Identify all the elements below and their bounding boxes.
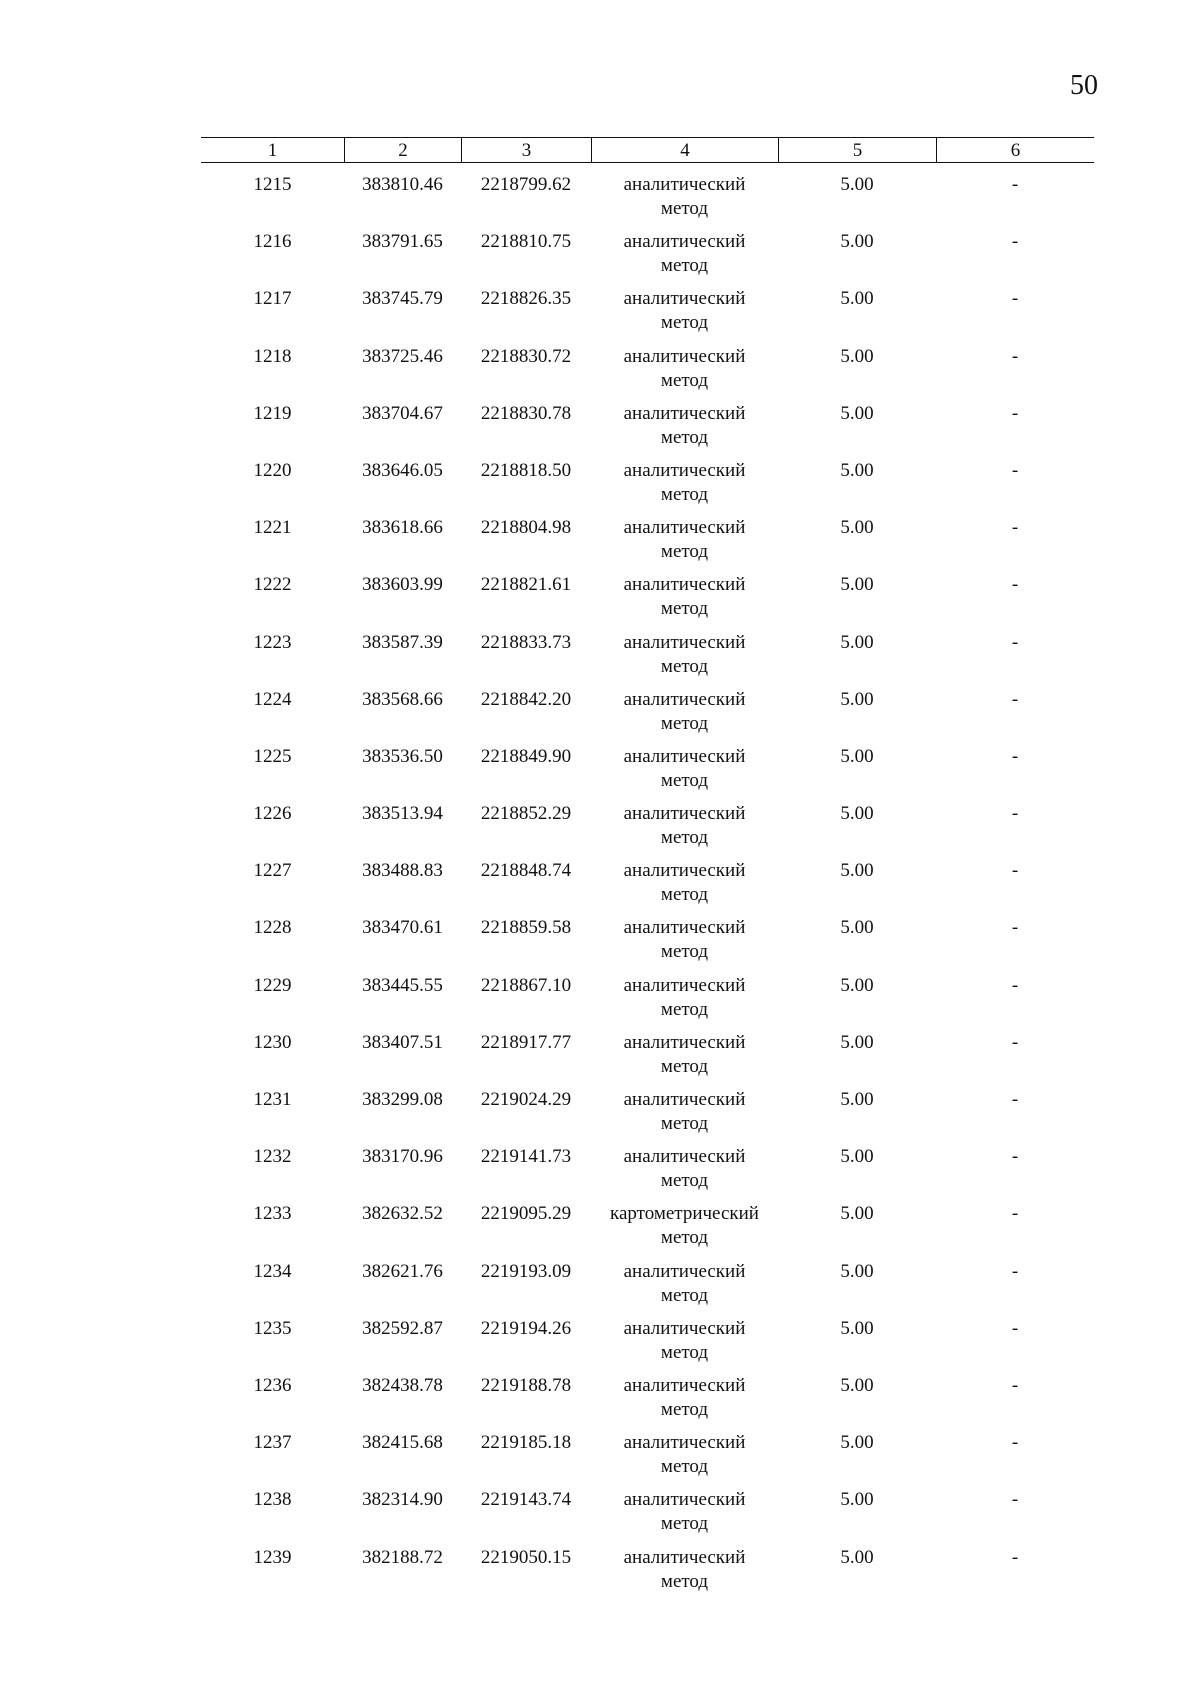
accuracy-value: 5.00: [840, 1089, 874, 1110]
accuracy-value: 5.00: [840, 288, 874, 310]
point-number: 1217: [253, 288, 292, 310]
method-line-1: аналитический: [623, 1260, 746, 1282]
table-row: [201, 916, 1094, 973]
method-line-1: картометрический: [610, 1203, 759, 1225]
point-number: 1225: [253, 745, 292, 767]
coordinate-x: 382314.90: [362, 1489, 443, 1511]
table-row: [201, 688, 1094, 745]
point-number: 1223: [253, 631, 292, 653]
point-number: 1222: [253, 574, 292, 596]
method-line-2: метод: [660, 198, 709, 219]
method-line-2: метод: [660, 1398, 709, 1420]
table-row: [201, 1546, 1094, 1603]
point-number: 1221: [253, 517, 292, 539]
table-row: [201, 402, 1094, 459]
note: -: [1011, 231, 1019, 253]
note: -: [1011, 974, 1019, 996]
point-number: 1234: [253, 1260, 292, 1282]
coordinate-y: 2219188.78: [480, 1374, 572, 1396]
note: -: [1011, 1374, 1019, 1396]
accuracy-value: 5.00: [840, 459, 874, 481]
method-line-1: аналитический: [623, 860, 746, 882]
coordinate-x: 383646.05: [362, 459, 443, 481]
method-line-2: метод: [660, 769, 709, 791]
coordinate-x: 383170.96: [362, 1146, 443, 1168]
accuracy-value: 5.00: [840, 1031, 874, 1053]
coordinate-y: 2219141.73: [480, 1146, 572, 1168]
table-row: [201, 230, 1094, 287]
coordinate-y: 2218830.78: [480, 402, 572, 424]
accuracy-value: 5.00: [840, 688, 874, 710]
coordinate-y: 2218826.35: [480, 288, 572, 310]
method-line-1: аналитический: [623, 745, 746, 767]
method-line-1: аналитический: [623, 1089, 746, 1110]
note: -: [1011, 1317, 1019, 1339]
point-number: 1229: [253, 974, 292, 996]
coordinate-y: 2218848.74: [480, 860, 572, 882]
method-line-2: метод: [660, 541, 709, 563]
note: -: [1011, 1031, 1019, 1053]
accuracy-value: 5.00: [840, 860, 874, 882]
table-row: [201, 802, 1094, 859]
method-line-1: аналитический: [623, 288, 746, 310]
note: -: [1011, 745, 1019, 767]
determination-method: [591, 516, 778, 573]
table-row: [201, 974, 1094, 1031]
method-line-2: метод: [660, 884, 709, 906]
method-line-2: метод: [660, 312, 709, 334]
note: -: [1011, 1146, 1019, 1168]
coordinate-y: 2218859.58: [480, 917, 572, 939]
point-number: 1239: [253, 1546, 292, 1568]
table-row: [201, 745, 1094, 802]
note: -: [1011, 345, 1019, 367]
coordinate-x: 383587.39: [362, 631, 443, 653]
accuracy-value: 5.00: [840, 1317, 874, 1339]
table-row: [201, 173, 1094, 230]
method-line-1: аналитический: [623, 803, 746, 825]
method-line-2: метод: [660, 1456, 709, 1478]
accuracy-value: 5.00: [840, 631, 874, 653]
note: -: [1011, 803, 1019, 825]
determination-method: [591, 1374, 778, 1431]
note: -: [1011, 174, 1019, 195]
table-body: [201, 173, 1094, 1603]
method-line-2: метод: [660, 255, 709, 277]
coordinate-x: 383299.08: [362, 1089, 443, 1110]
accuracy-value: 5.00: [840, 1374, 874, 1396]
accuracy-value: 5.00: [840, 1203, 874, 1225]
table-row: [201, 631, 1094, 688]
column-header-5: 5: [778, 138, 936, 162]
coordinate-x: 383725.46: [362, 345, 443, 367]
coordinate-y: 2219194.26: [480, 1317, 572, 1339]
method-line-1: аналитический: [623, 1432, 746, 1454]
method-line-2: метод: [660, 1055, 709, 1077]
coordinate-x: 383513.94: [362, 803, 443, 825]
coordinate-y: 2218852.29: [480, 803, 572, 825]
accuracy-value: 5.00: [840, 1146, 874, 1168]
coordinate-x: 382415.68: [362, 1432, 443, 1454]
coordinate-x: 383407.51: [362, 1031, 443, 1053]
determination-method: [591, 287, 778, 344]
point-number: 1220: [253, 459, 292, 481]
method-line-1: аналитический: [623, 688, 746, 710]
determination-method: [591, 745, 778, 802]
determination-method: [591, 573, 778, 630]
table-row: [201, 573, 1094, 630]
accuracy-value: 5.00: [840, 974, 874, 996]
accuracy-value: 5.00: [840, 345, 874, 367]
method-line-1: аналитический: [623, 631, 746, 653]
method-line-2: метод: [660, 598, 709, 620]
determination-method: [591, 916, 778, 973]
coordinate-x: 383445.55: [362, 974, 443, 996]
note: -: [1011, 574, 1019, 596]
accuracy-value: 5.00: [840, 1260, 874, 1282]
coordinate-x: 383810.46: [362, 174, 443, 195]
method-line-1: аналитический: [623, 574, 746, 596]
note: -: [1011, 1089, 1019, 1110]
method-line-1: аналитический: [623, 231, 746, 253]
accuracy-value: 5.00: [840, 1489, 874, 1511]
coordinate-y: 2218821.61: [480, 574, 572, 596]
coordinate-x: 383618.66: [362, 517, 443, 539]
coordinate-x: 383488.83: [362, 860, 443, 882]
note: -: [1011, 1489, 1019, 1511]
note: -: [1011, 1260, 1019, 1282]
point-number: 1219: [253, 402, 292, 424]
determination-method: [591, 974, 778, 1031]
coordinate-y: 2219095.29: [480, 1203, 572, 1225]
method-line-2: метод: [660, 369, 709, 391]
method-line-1: аналитический: [623, 1546, 746, 1568]
method-line-1: аналитический: [623, 517, 746, 539]
coordinate-x: 382438.78: [362, 1374, 443, 1396]
column-header-1: 1: [267, 139, 278, 161]
table-row: [201, 1260, 1094, 1317]
coordinate-y: 2219050.15: [480, 1546, 572, 1568]
determination-method: [591, 1488, 778, 1545]
note: -: [1011, 860, 1019, 882]
coordinate-x: 382592.87: [362, 1317, 443, 1339]
column-header-6: 6: [936, 138, 1094, 162]
method-line-2: метод: [660, 655, 709, 677]
determination-method: [591, 631, 778, 688]
accuracy-value: 5.00: [840, 517, 874, 539]
determination-method: [591, 1260, 778, 1317]
determination-method: [591, 859, 778, 916]
accuracy-value: 5.00: [840, 402, 874, 424]
determination-method: [591, 1145, 778, 1202]
coordinate-x: 383745.79: [362, 288, 443, 310]
determination-method: [591, 688, 778, 745]
point-number: 1238: [253, 1489, 292, 1511]
accuracy-value: 5.00: [840, 745, 874, 767]
coordinate-y: 2219143.74: [480, 1489, 572, 1511]
point-number: 1218: [253, 345, 292, 367]
note: -: [1011, 1203, 1019, 1225]
point-number: 1228: [253, 917, 292, 939]
method-line-2: метод: [660, 1227, 709, 1249]
determination-method: [591, 802, 778, 859]
method-line-2: метод: [660, 1170, 709, 1192]
accuracy-value: 5.00: [840, 803, 874, 825]
method-line-2: метод: [660, 998, 709, 1020]
coordinate-y: 2218818.50: [480, 459, 572, 481]
method-line-1: аналитический: [623, 1374, 746, 1396]
coordinate-x: 383603.99: [362, 574, 443, 596]
determination-method: [591, 1431, 778, 1488]
note: -: [1011, 1546, 1019, 1568]
coordinate-y: 2218917.77: [480, 1031, 572, 1053]
coordinate-y: 2218867.10: [480, 974, 572, 996]
column-header-3: 3: [461, 138, 591, 162]
coordinate-y: 2219185.18: [480, 1432, 572, 1454]
coordinate-y: 2218810.75: [480, 231, 572, 253]
accuracy-value: 5.00: [840, 1546, 874, 1568]
determination-method: [591, 345, 778, 402]
determination-method: [591, 1202, 778, 1259]
method-line-1: аналитический: [623, 1317, 746, 1339]
method-line-1: аналитический: [623, 402, 746, 424]
coordinate-y: 2219024.29: [480, 1089, 572, 1110]
point-number: 1215: [253, 174, 292, 195]
table-row: [201, 516, 1094, 573]
determination-method: [591, 230, 778, 287]
coordinate-x: 382621.76: [362, 1260, 443, 1282]
accuracy-value: 5.00: [840, 574, 874, 596]
point-number: 1216: [253, 231, 292, 253]
determination-method: [591, 1031, 778, 1088]
note: -: [1011, 631, 1019, 653]
coordinate-x: 382632.52: [362, 1203, 443, 1225]
table-row: [201, 1145, 1094, 1202]
determination-method: [591, 1317, 778, 1374]
coordinate-x: 383791.65: [362, 231, 443, 253]
method-line-1: аналитический: [623, 917, 746, 939]
table-header: [201, 137, 1094, 163]
coordinate-y: 2218830.72: [480, 345, 572, 367]
point-number: 1237: [253, 1432, 292, 1454]
note: -: [1011, 1432, 1019, 1454]
accuracy-value: 5.00: [840, 917, 874, 939]
method-line-2: метод: [660, 426, 709, 448]
table-row: [201, 1202, 1094, 1259]
method-line-2: метод: [660, 1513, 709, 1535]
column-header-2: 2: [344, 138, 461, 162]
table-row: [201, 1374, 1094, 1431]
table-row: [201, 1031, 1094, 1088]
table-row: [201, 459, 1094, 516]
table-row: [201, 1431, 1094, 1488]
method-line-2: метод: [660, 941, 709, 963]
point-number: 1232: [253, 1146, 292, 1168]
coordinate-y: 2218799.62: [480, 174, 572, 195]
table-row: [201, 345, 1094, 402]
determination-method: [591, 1546, 778, 1603]
table-row: [201, 1488, 1094, 1545]
determination-method: [591, 402, 778, 459]
accuracy-value: 5.00: [840, 174, 874, 195]
method-line-1: аналитический: [623, 345, 746, 367]
note: -: [1011, 517, 1019, 539]
coordinate-x: 383568.66: [362, 688, 443, 710]
point-number: 1236: [253, 1374, 292, 1396]
point-number: 1226: [253, 803, 292, 825]
coordinate-y: 2218849.90: [480, 745, 572, 767]
method-line-2: метод: [660, 1570, 709, 1592]
coordinate-x: 383470.61: [362, 917, 443, 939]
method-line-2: метод: [660, 827, 709, 849]
determination-method: [591, 459, 778, 516]
determination-method: [591, 173, 778, 230]
point-number: 1224: [253, 688, 292, 710]
accuracy-value: 5.00: [840, 231, 874, 253]
method-line-1: аналитический: [623, 459, 746, 481]
table-row: [201, 1088, 1094, 1145]
coordinate-x: 383536.50: [362, 745, 443, 767]
coordinate-x: 382188.72: [362, 1546, 443, 1568]
note: -: [1011, 459, 1019, 481]
coordinates-table: [201, 137, 1094, 1603]
note: -: [1011, 688, 1019, 710]
method-line-1: аналитический: [623, 1146, 746, 1168]
table-row: [201, 859, 1094, 916]
note: -: [1011, 288, 1019, 310]
method-line-2: метод: [660, 1284, 709, 1306]
method-line-1: аналитический: [623, 174, 746, 195]
table-row: [201, 1317, 1094, 1374]
coordinate-y: 2218804.98: [480, 517, 572, 539]
method-line-1: аналитический: [623, 974, 746, 996]
method-line-2: метод: [660, 1341, 709, 1363]
determination-method: [591, 1088, 778, 1145]
point-number: 1230: [253, 1031, 292, 1053]
method-line-2: метод: [660, 1113, 709, 1134]
method-line-1: аналитический: [623, 1489, 746, 1511]
method-line-1: аналитический: [623, 1031, 746, 1053]
note: -: [1011, 402, 1019, 424]
table-row: [201, 287, 1094, 344]
coordinate-y: 2218833.73: [480, 631, 572, 653]
column-header-4: 4: [591, 138, 778, 162]
point-number: 1235: [253, 1317, 292, 1339]
note: -: [1011, 917, 1019, 939]
point-number: 1233: [253, 1203, 292, 1225]
accuracy-value: 5.00: [840, 1432, 874, 1454]
coordinate-y: 2219193.09: [480, 1260, 572, 1282]
coordinate-y: 2218842.20: [480, 688, 572, 710]
coordinate-x: 383704.67: [362, 402, 443, 424]
page-number: 50: [1070, 70, 1098, 101]
method-line-2: метод: [660, 712, 709, 734]
point-number: 1231: [253, 1089, 292, 1110]
method-line-2: метод: [660, 483, 709, 505]
point-number: 1227: [253, 860, 292, 882]
